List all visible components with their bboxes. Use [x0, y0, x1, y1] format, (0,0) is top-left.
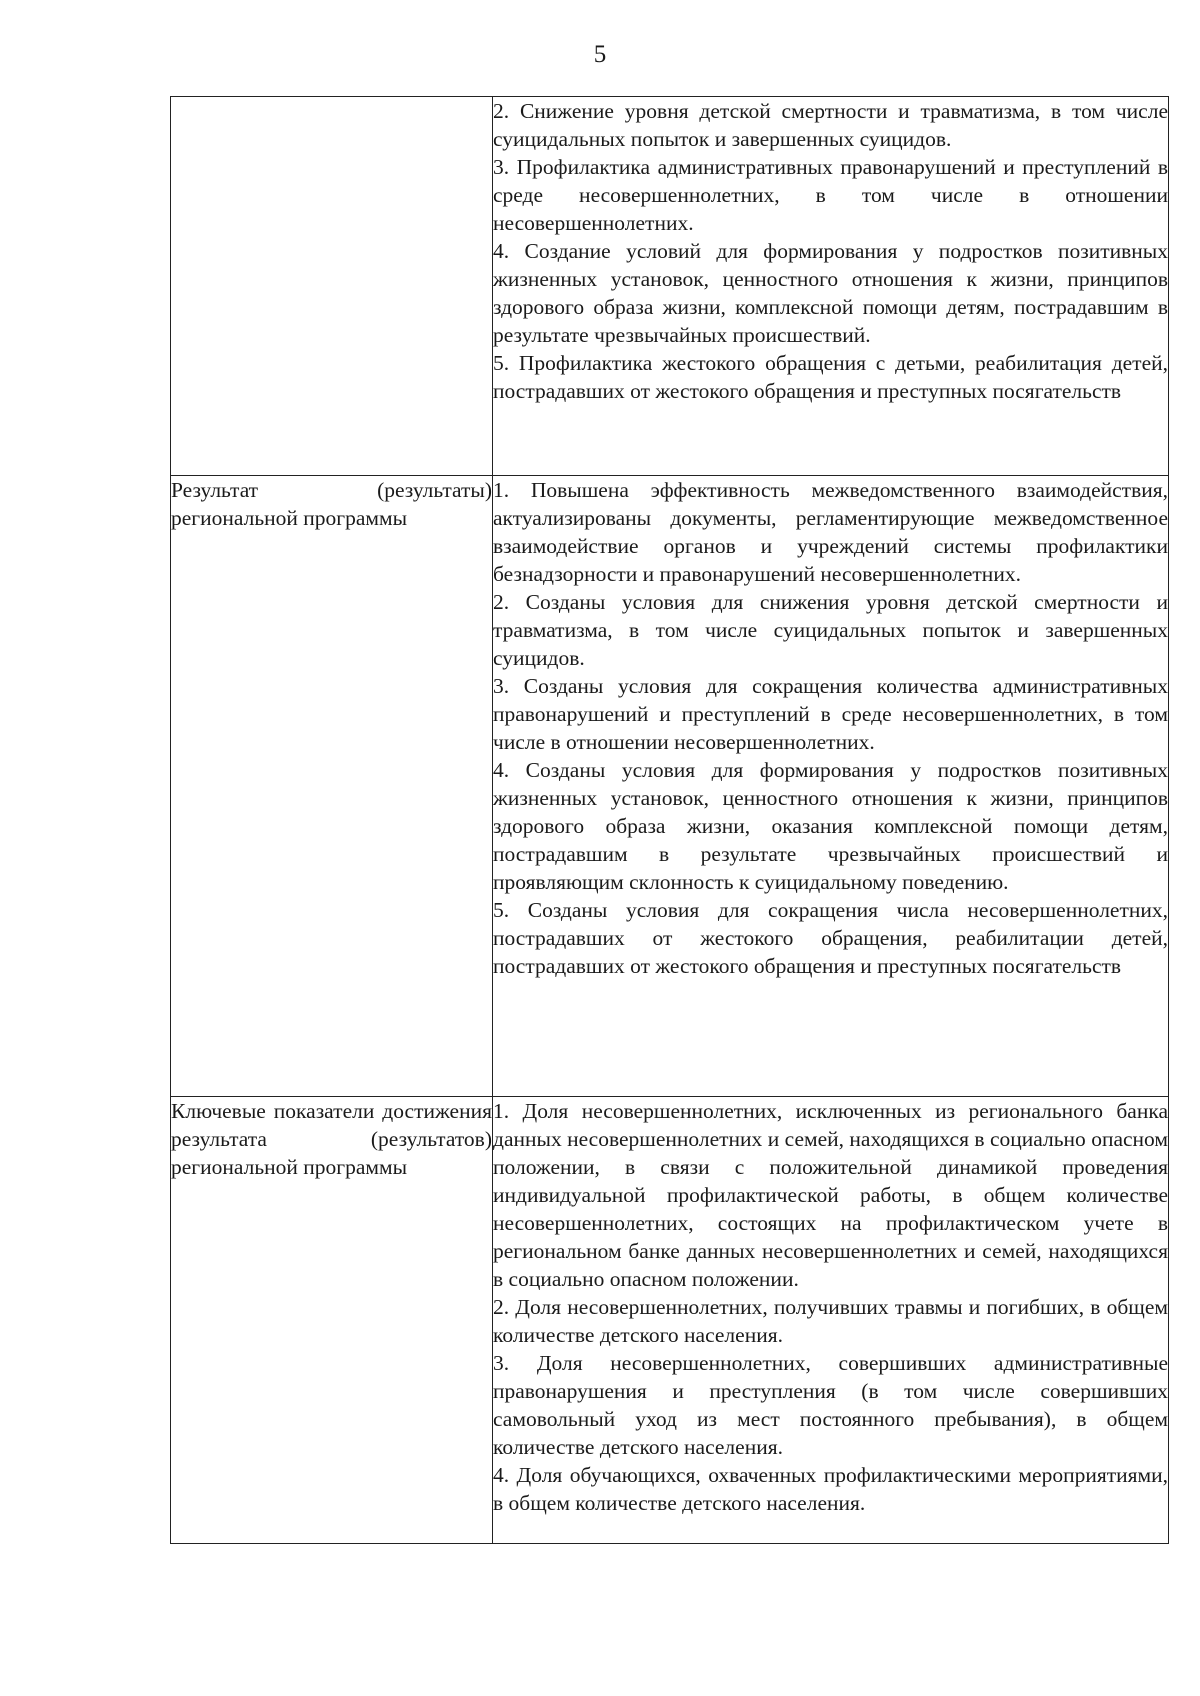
list-item: 2. Снижение уровня детской смертности и травматизма, в том числе суицидальных попыток и завершенных суицидов. [493, 99, 1168, 151]
list-item: 3. Доля несовершеннолетних, совершивших административные правонарушения и преступления (в том числе совершивших самовольный уход из мест постоянного пребывания), в общем количестве детского населения. [493, 1351, 1168, 1459]
row-content-cell [493, 476, 1169, 1097]
list-item: 4. Созданы условия для формирования у подростков позитивных жизненных установок, ценностного отношения к жизни, принципов здорового образа жизни, оказания комплексной помощи детям, пострадавшим в результате чрезвычайных происшествий и проявляющим склонность к суицидальному поведению. [493, 758, 1168, 894]
row-label-cell [171, 97, 493, 476]
list-item: 5. Профилактика жестокого обращения с детьми, реабилитация детей, пострадавших от жестокого обращения и преступных посягательств [493, 351, 1168, 403]
list-item: 4. Доля обучающихся, охваченных профилактическими мероприятиями, в общем количестве детского населения. [493, 1463, 1168, 1515]
page-number: 5 [593, 41, 607, 68]
table-row [171, 1097, 1169, 1544]
list-item: 5. Созданы условия для сокращения числа несовершеннолетних, пострадавших от жестокого обращения, реабилитации детей, пострадавших от жестокого обращения и преступных посягательств [493, 898, 1168, 978]
list-item: 1. Доля несовершеннолетних, исключенных из регионального банка данных несовершеннолетних и семей, находящихся в социально опасном положении, в связи с положительной динамикой проведения индивидуальной профилактической работы, в общем количестве несовершеннолетних, состоящих на профилактическом учете в региональном банке данных несовершеннолетних и семей, находящихся в социально опасном положении. [493, 1099, 1168, 1291]
list-item: 3. Профилактика административных правонарушений и преступлений в среде несовершеннолетних, в том числе в отношении несовершеннолетних. [493, 155, 1168, 235]
list-item: 2. Созданы условия для снижения уровня детской смертности и травматизма, в том числе суицидальных попыток и завершенных суицидов. [493, 590, 1168, 670]
table-row [171, 97, 1169, 476]
row-content-cell [493, 97, 1169, 476]
row-label-cell: Ключевые показатели достижения результата (результатов) региональной программы [171, 1097, 493, 1544]
list-item: 1. Повышена эффективность межведомственного взаимодействия, актуализированы документы, регламентирующие межведомственное взаимодействие органов и учреждений системы профилактики безнадзорности и правонарушений несовершеннолетних. [493, 478, 1168, 586]
list-item: 4. Создание условий для формирования у подростков позитивных жизненных установок, ценностного отношения к жизни, принципов здорового образа жизни, комплексной помощи детям, пострадавшим в результате чрезвычайных происшествий. [493, 239, 1168, 347]
row-label-cell: Результат (результаты) региональной программы [171, 476, 493, 1097]
list-item: 3. Созданы условия для сокращения количества административных правонарушений и преступлений в среде несовершеннолетних, в том числе в отношении несовершеннолетних. [493, 674, 1168, 754]
row-content-cell [493, 1097, 1169, 1544]
program-table [170, 96, 1169, 1544]
table-row [171, 476, 1169, 1097]
list-item: 2. Доля несовершеннолетних, получивших травмы и погибших, в общем количестве детского населения. [493, 1295, 1168, 1347]
